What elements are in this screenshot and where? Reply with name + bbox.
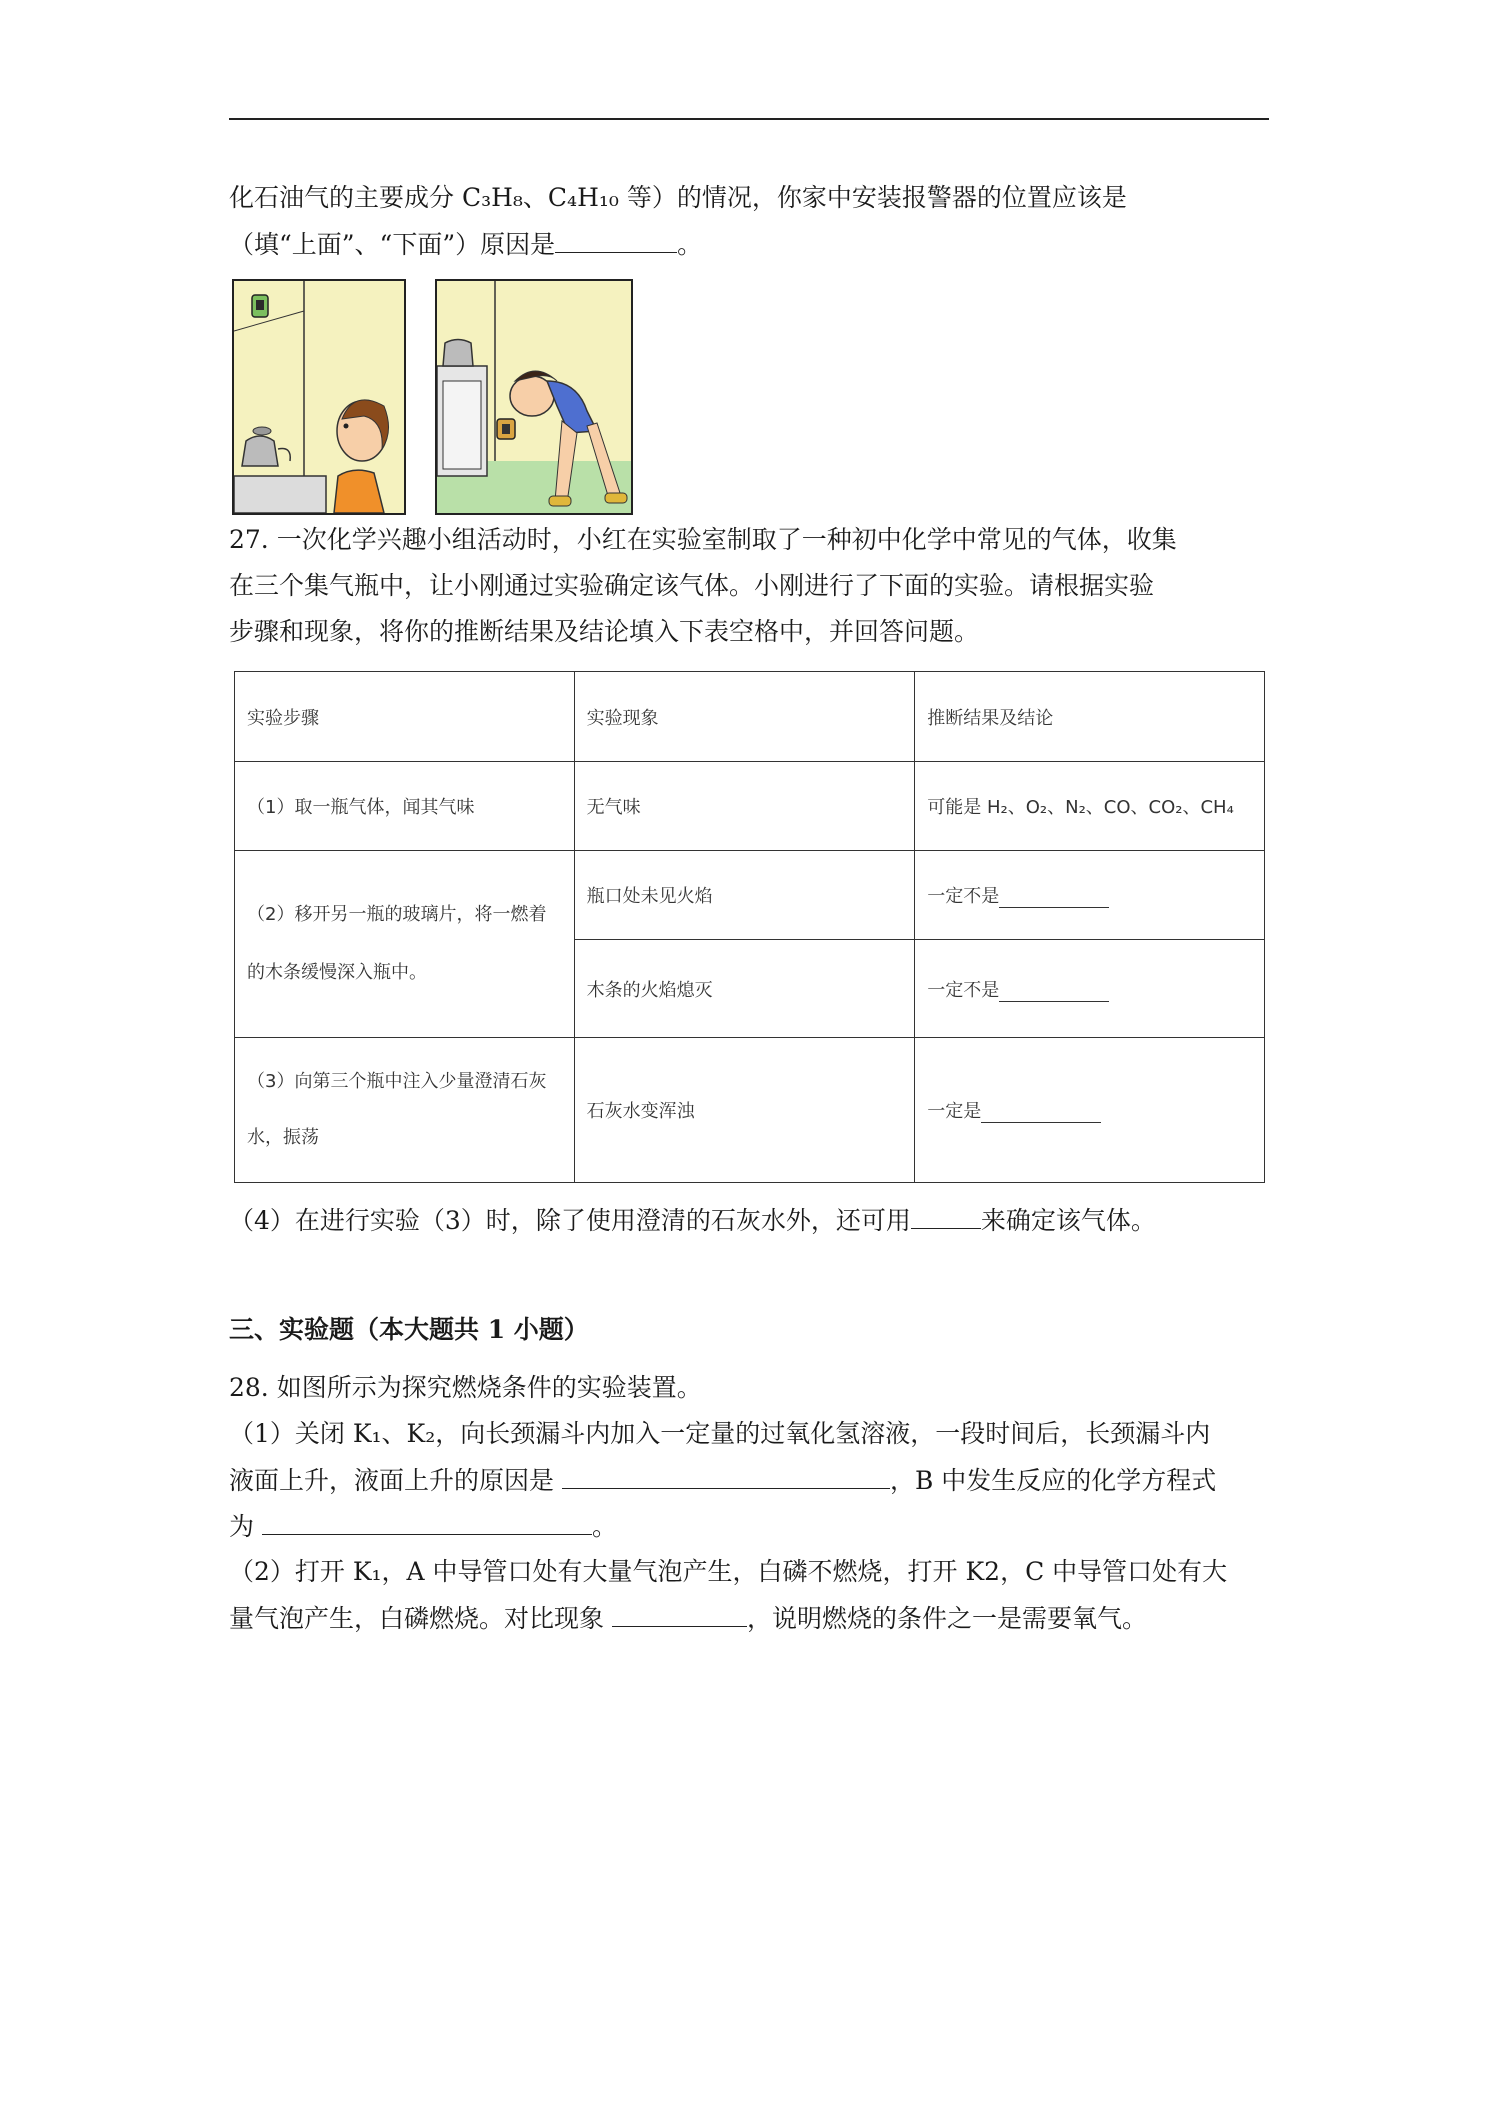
step-line: （3）向第三个瓶中注入少量澄清石灰 bbox=[247, 1071, 547, 1092]
conclusion-cell bbox=[915, 1038, 1265, 1183]
q27-intro-line2: 在三个集气瓶中，让小刚通过实验确定该气体。小刚进行了下面的实验。请根据实验 bbox=[229, 571, 1155, 600]
answer-blank bbox=[612, 1598, 747, 1627]
phenomenon-cell: 瓶口处未见火焰 bbox=[574, 851, 915, 940]
step-line: （2）移开另一瓶的玻璃片，将一燃着 bbox=[247, 904, 547, 925]
header-conclusion: 推断结果及结论 bbox=[915, 672, 1265, 762]
q26-line2 bbox=[229, 224, 702, 265]
step-cell bbox=[235, 1038, 575, 1183]
step-cell: （1）取一瓶气体，闻其气味 bbox=[235, 762, 575, 851]
q28-p1-line3 bbox=[229, 1506, 617, 1547]
q26-line1: 化石油气的主要成分 C₃H₈、C₄H₁₀ 等）的情况，你家中安装报警器的位置应该是 bbox=[229, 183, 1127, 212]
answer-blank bbox=[999, 983, 1109, 1002]
q26-line2-prefix: （填“上面”、“下面”）原因是 bbox=[229, 230, 556, 259]
table-row bbox=[235, 1038, 1265, 1183]
q28-p1-line1: （1）关闭 K₁、K₂，向长颈漏斗内加入一定量的过氧化氢溶液，一段时间后，长颈漏斗内 bbox=[229, 1419, 1211, 1448]
illustration-alarm-high bbox=[232, 279, 406, 515]
q28-p2-line1: （2）打开 K₁，A 中导管口处有大量气泡产生，白磷不燃烧，打开 K2，C 中导管口处有大 bbox=[229, 1557, 1228, 1586]
answer-blank bbox=[562, 1460, 890, 1489]
experiment-table bbox=[234, 671, 1265, 1183]
boy-looking-up-illustration bbox=[234, 281, 404, 513]
illustration-alarm-low bbox=[435, 279, 633, 515]
q28-p2-line2-suffix: ，说明燃烧的条件之一是需要氧气。 bbox=[746, 1604, 1147, 1633]
answer-blank bbox=[911, 1200, 981, 1229]
q27-part4 bbox=[229, 1200, 1156, 1241]
step-cell bbox=[235, 851, 575, 1038]
q28-p1-line3-suffix: 。 bbox=[591, 1512, 617, 1541]
q28-p1-line2-suffix: ，B 中发生反应的化学方程式 bbox=[889, 1466, 1217, 1495]
q27-intro-line3: 步骤和现象，将你的推断结果及结论填入下表空格中，并回答问题。 bbox=[229, 617, 980, 646]
phenomenon-cell: 石灰水变浑浊 bbox=[574, 1038, 915, 1183]
answer-blank bbox=[981, 1104, 1101, 1123]
phenomenon-cell: 木条的火焰熄灭 bbox=[574, 940, 915, 1038]
header-phenomenon: 实验现象 bbox=[574, 672, 915, 762]
conclusion-label: 一定是 bbox=[927, 1101, 982, 1122]
conclusion-cell bbox=[915, 851, 1265, 940]
conclusion-label: 一定不是 bbox=[927, 979, 1000, 1001]
q26-line2-suffix: 。 bbox=[677, 230, 703, 259]
conclusion-label: 一定不是 bbox=[927, 886, 1000, 907]
q27-part4-prefix: （4）在进行实验（3）时，除了使用澄清的石灰水外，还可用 bbox=[229, 1206, 911, 1235]
conclusion-cell: 可能是 H₂、O₂、N₂、CO、CO₂、CH₄ bbox=[915, 762, 1265, 851]
step-line: 的木条缓慢深入瓶中。 bbox=[247, 962, 427, 983]
header-rule bbox=[229, 118, 1269, 120]
table-row bbox=[235, 762, 1265, 851]
girl-looking-down-illustration bbox=[437, 281, 631, 513]
answer-blank bbox=[555, 224, 677, 253]
q28-intro: 28. 如图所示为探究燃烧条件的实验装置。 bbox=[229, 1373, 702, 1402]
step-line: 水，振荡 bbox=[247, 1127, 319, 1148]
conclusion-cell bbox=[915, 940, 1265, 1038]
q28-p2-line2 bbox=[229, 1598, 1147, 1639]
table-header-row bbox=[235, 672, 1265, 762]
table-row bbox=[235, 851, 1265, 940]
q28-p1-line3-prefix: 为 bbox=[229, 1512, 255, 1541]
phenomenon-cell: 无气味 bbox=[574, 762, 915, 851]
q28-p2-line2-prefix: 量气泡产生，白磷燃烧。对比现象 bbox=[229, 1604, 605, 1633]
header-step: 实验步骤 bbox=[235, 672, 575, 762]
answer-blank bbox=[262, 1506, 592, 1535]
section-heading: 三、实验题（本大题共 1 小题） bbox=[229, 1315, 589, 1344]
answer-blank bbox=[999, 889, 1109, 908]
q28-p1-line2-prefix: 液面上升，液面上升的原因是 bbox=[229, 1466, 555, 1495]
q27-intro-line1: 27. 一次化学兴趣小组活动时，小红在实验室制取了一种初中化学中常见的气体，收集 bbox=[229, 525, 1177, 554]
q28-p1-line2 bbox=[229, 1460, 1216, 1501]
q27-part4-suffix: 来确定该气体。 bbox=[980, 1206, 1156, 1235]
